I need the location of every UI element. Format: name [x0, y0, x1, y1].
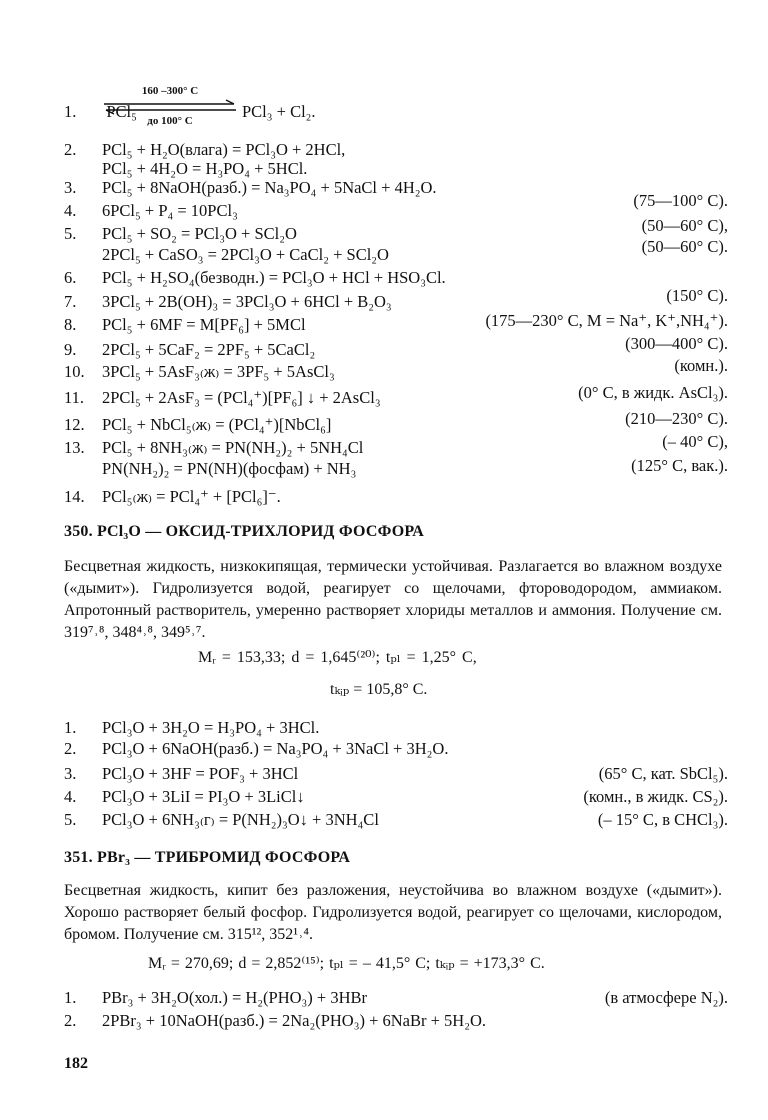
reaction-equation: PCl₅ + 4H₂O = H₃PO₄ + 5HCl.: [102, 159, 308, 178]
reaction-row: [64, 766, 728, 788]
arrow-condition-above: 160 –300° C: [141, 85, 199, 97]
reaction-condition: (комн., в жидк. CS₂).: [583, 787, 728, 806]
arrow-condition-below: до 100° C: [147, 115, 193, 127]
reaction-equation: 2PCl₅ + 2AsF₃ = (PCl₄⁺)[PF₆] ↓ + 2AsCl₃: [102, 388, 381, 407]
reaction-number: 4.: [64, 201, 77, 220]
reaction-condition: (210—230° C).: [625, 409, 728, 428]
reaction-number: 3.: [64, 178, 77, 197]
reaction-number: 10.: [64, 362, 85, 381]
reaction-row: [64, 789, 728, 811]
reaction-equation: PCl₅ + H₂O(влага) = PCl₃O + 2HCl,: [102, 140, 346, 159]
reaction-row: [64, 191, 728, 225]
reaction-condition: (75—100° C).: [633, 191, 728, 210]
section-description-351: Бесцветная жидкость, кипит без разложения, неустойчива во влажном воздухе («дымит»). Хорошо растворяет белый фосфор. Гидролизуется водой, реагирует со щелочами, кислородом, бромом. Получение см. 315¹², 352¹˒⁴.: [64, 882, 722, 943]
reaction-row: [64, 409, 728, 439]
reaction-row: [64, 180, 728, 202]
reaction-number: 12.: [64, 415, 85, 434]
reaction-row: [64, 489, 728, 511]
reaction-equation: 2PBr₃ + 10NaOH(разб.) = 2Na₂(PHO₃) + 6NaBr + 5H₂O.: [102, 1011, 487, 1030]
reaction-number: 1.: [64, 102, 77, 121]
reaction-equation: PCl₅₍ж₎ = PCl₄⁺ + [PCl₆]⁻.: [102, 487, 281, 506]
physical-constants-350: Mᵣ = 153,33; d = 1,645⁽²⁰⁾; tₚₗ = 1,25° C,: [198, 649, 477, 666]
reaction-equation: PCl₃O + 3LiI = PI₃O + 3LiCl↓: [102, 787, 305, 806]
reaction-equation: PCl₃O + 3H₂O = H₃PO₄ + 3HCl.: [102, 718, 320, 737]
reaction-equation: PCl₅ + NbCl₅₍ж₎ = (PCl₄⁺)[NbCl₆]: [102, 415, 332, 434]
reaction-equation: PCl₅ + 6MF = M[PF₆] + 5MCl: [102, 315, 306, 334]
reaction-condition: (в атмосфере N₂).: [604, 988, 728, 1007]
reaction-equation: 3PCl₅ + 5AsF₃₍ж₎ = 3PF₅ + 5AsCl₃: [102, 362, 335, 381]
reaction-number: 6.: [64, 268, 77, 287]
reaction-equation: 6PCl₅ + P₄ = 10PCl₃: [102, 201, 238, 220]
reaction-equation: PN(NH₂)₂ = PN(NH)(фосфам) + NH₃: [102, 459, 357, 478]
reaction-condition: (125° C, вак.).: [631, 456, 728, 475]
reaction-condition: (300—400° C).: [625, 334, 728, 353]
reaction-condition: (– 15° C, в CHCl₃).: [597, 810, 728, 829]
reaction-condition: (0° C, в жидк. AsCl₃).: [578, 383, 728, 402]
reaction-number: 1.: [64, 988, 77, 1007]
reaction-equation: PCl₃O + 6NaOH(разб.) = Na₃PO₄ + 3NaCl + 3H₂O.: [102, 739, 449, 758]
reaction-row: [64, 237, 728, 269]
reaction-condition: (150° C).: [666, 286, 728, 305]
reaction-number: 4.: [64, 787, 77, 806]
reaction-row: [64, 812, 728, 834]
reaction-number: 1.: [64, 718, 77, 737]
reaction-equation: PCl₅ + 8NH₃₍ж₎ = PN(NH₂)₂ + 5NH₄Cl: [102, 438, 364, 457]
reaction-row: [64, 741, 728, 763]
reaction-number: 3.: [64, 764, 77, 783]
boiling-point-350: tₖᵢₚ = 105,8° C.: [330, 681, 428, 698]
reaction-number: 2.: [64, 140, 77, 159]
reaction-equation: PCl₅ + 8NaOH(разб.) = Na₃PO₄ + 5NaCl + 4H₂O.: [102, 178, 437, 197]
section-heading-351: 351. PBr₃ — ТРИБРОМИД ФОСФОРА: [64, 849, 351, 866]
reaction-condition: (50—60° C),: [641, 216, 728, 235]
page-number: 182: [64, 1055, 88, 1072]
section-heading-350: 350. PCl₃O — ОКСИД-ТРИХЛОРИД ФОСФОРА: [64, 523, 425, 540]
reaction-equation: 3PCl₅ + 2B(OH)₃ = 3PCl₃O + 6HCl + B₂O₃: [102, 292, 392, 311]
reaction-equation: PCl₃O + 3HF = POF₃ + 3HCl: [102, 764, 299, 783]
reaction-number: 5.: [64, 224, 77, 243]
reaction-number: 11.: [64, 388, 85, 407]
reaction-condition: (– 40° C),: [662, 432, 728, 451]
reaction-reactant: PCl₅: [106, 102, 137, 121]
reaction-number: 7.: [64, 292, 77, 311]
reaction-row: [64, 334, 728, 364]
reaction-row: [64, 990, 728, 1012]
reaction-equation: PBr₃ + 3H₂O(хол.) = H₂(PHO₃) + 3HBr: [102, 988, 368, 1007]
reaction-number: 9.: [64, 340, 77, 359]
reaction-equation: PCl₅ + H₂SO₄(безводн.) = PCl₃O + HCl + HSO₃Cl.: [102, 268, 446, 287]
reaction-row: [64, 270, 728, 292]
reaction-number: 2.: [64, 739, 77, 758]
reaction-condition: (50—60° C).: [641, 237, 728, 256]
reaction-condition: (175—230° C, M = Na⁺, K⁺,NH₄⁺).: [485, 311, 728, 330]
reaction-condition: (комн.).: [674, 356, 728, 375]
reaction-equation: PCl₃O + 6NH₃₍г₎ = P(NH₂)₃O↓ + 3NH₄Cl: [102, 810, 379, 829]
section-description-350: Бесцветная жидкость, низкокипящая, термически устойчивая. Разлагается во влажном воздухе («дымит»). Гидролизуется водой, реагирует со щелочами, фтороводородом, аммиаком. Апротонный растворитель, умеренно растворяет хлориды металлов и аммония. Получение см. 319⁷˒⁸, 348⁴˒⁸, 349⁵˒⁷.: [64, 558, 722, 641]
reaction-number: 14.: [64, 487, 85, 506]
reaction-equation: 2PCl₅ + CaSO₃ = 2PCl₃O + CaCl₂ + SCl₂O: [102, 245, 389, 264]
reaction-1-right: PCl₃ + Cl₂.: [242, 102, 316, 121]
physical-constants-351: Mᵣ = 270,69; d = 2,852⁽¹⁵⁾; tₚₗ = – 41,5° C; tₖᵢₚ = +173,3° C.: [148, 955, 545, 972]
reaction-condition: (65° C, кат. SbCl₅).: [598, 764, 728, 783]
reaction-1-left: [64, 104, 137, 121]
reaction-number: 2.: [64, 1011, 77, 1030]
reaction-number: 5.: [64, 810, 77, 829]
reaction-row: [64, 1013, 728, 1035]
reaction-equation: 2PCl₅ + 5CaF₂ = 2PF₅ + 5CaCl₂: [102, 340, 316, 359]
reaction-row: [64, 456, 728, 483]
reaction-number: 8.: [64, 315, 77, 334]
reaction-equation: PCl₅ + SO₂ = PCl₃O + SCl₂O: [102, 224, 297, 243]
reaction-number: 13.: [64, 438, 85, 457]
